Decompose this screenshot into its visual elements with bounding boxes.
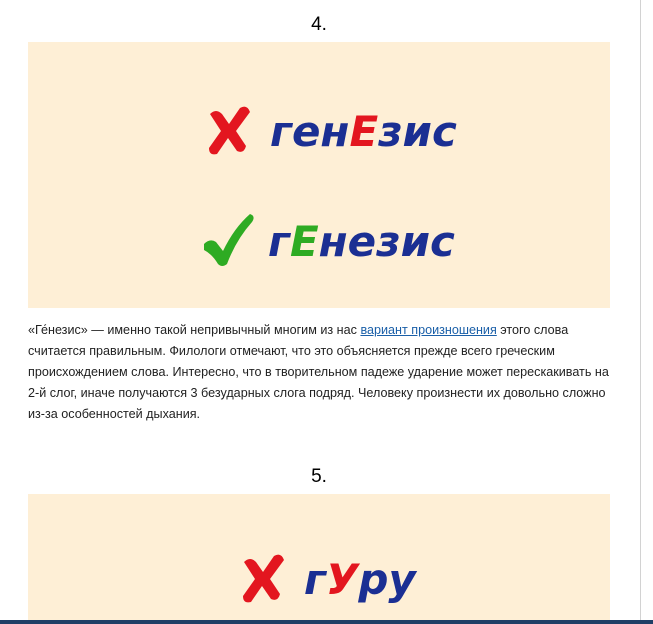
green-check-icon: [200, 210, 256, 270]
correct-pronunciation-row: [28, 210, 610, 280]
page-right-border: [640, 0, 641, 624]
illustration-panel-4: [28, 42, 610, 308]
red-cross-icon: [234, 548, 290, 608]
illustration-panel-5: [28, 494, 610, 620]
bottom-bar: [0, 620, 653, 624]
wrong-word: генЕзис: [270, 107, 457, 156]
wrong-word-5: гУру: [304, 555, 416, 604]
pronunciation-variant-link[interactable]: вариант произношения: [360, 323, 497, 337]
section-number-5: 5.: [311, 466, 327, 487]
red-cross-icon: [200, 100, 256, 160]
wrong-pronunciation-row-5: [28, 548, 610, 618]
explanation-paragraph: «Ге́незис» — именно такой непривычный многим из нас вариант произношения этого слова считается правильным. Филологи отмечают, что это объясняется прежде всего греческим происхождением слова. Интересно, что в творительном падеже ударение может перескакивать на 2-й слог, иначе получаются 3 безударных слога подряд. Человеку произнести их довольно сложно из-за особенностей дыхания.: [28, 323, 609, 421]
section-number-4: 4.: [311, 14, 327, 35]
wrong-pronunciation-row: [28, 100, 610, 170]
correct-word: гЕнезис: [268, 217, 455, 266]
